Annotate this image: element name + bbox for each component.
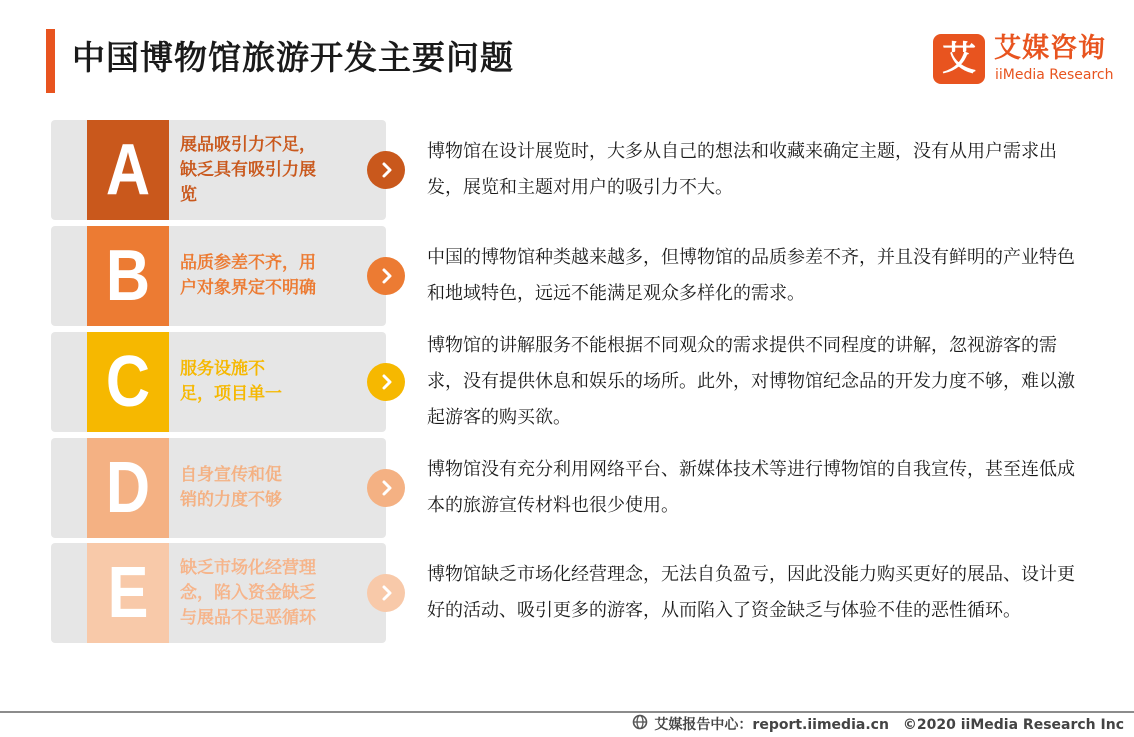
problem-description-text: 博物馆缺乏市场化经营理念，无法自负盈亏，因此没能力购买更好的展品、设计更好的活动、吸引更多的游客，从而陷入了资金缺乏与体验不佳的恶性循环。: [427, 564, 1075, 621]
problem-title-line: 缺乏市场化经营理: [180, 557, 316, 578]
problem-card: [51, 543, 386, 643]
brand-mark-glyph: 艾: [942, 39, 976, 79]
problem-description: [427, 332, 1077, 432]
letter-badge: [87, 120, 169, 220]
problem-title: [180, 332, 360, 432]
problem-title-line: 览: [180, 184, 197, 205]
problem-description: [427, 543, 1077, 643]
chevron-right-icon: [367, 574, 405, 612]
brand-name-en: iiMedia Research: [995, 67, 1114, 83]
problem-card: [51, 120, 386, 220]
letter-label: E: [107, 553, 149, 633]
footer-copyright: ©2020 iiMedia Research Inc: [902, 717, 1124, 733]
problem-title-line: 销的力度不够: [180, 490, 282, 510]
brand-mark: [933, 34, 985, 84]
problem-row: [51, 438, 1131, 538]
brand-logo: [933, 32, 1113, 88]
footer-source: 艾媒报告中心：report.iimedia.cn: [654, 717, 889, 733]
letter-badge: [87, 226, 169, 326]
problem-title-line: 缺乏具有吸引力展: [180, 159, 316, 180]
problem-title: [180, 543, 360, 643]
problem-title: [180, 120, 360, 220]
title-accent-bar: [46, 29, 55, 93]
problem-title: [180, 226, 360, 326]
problem-title-line: 服务设施不: [180, 359, 265, 379]
globe-icon: [632, 714, 648, 736]
problem-description-text: 博物馆没有充分利用网络平台、新媒体技术等进行博物馆的自我宣传，甚至连低成本的旅游宣传材料也很少使用。: [427, 459, 1075, 516]
letter-badge: [87, 438, 169, 538]
problem-description-text: 中国的博物馆种类越来越多，但博物馆的品质参差不齐，并且没有鲜明的产业特色和地域特色，远远不能满足观众多样化的需求。: [427, 247, 1075, 304]
letter-label: B: [105, 236, 151, 316]
brand-name-cn: 艾媒咨询: [994, 33, 1106, 64]
letter-badge: [87, 543, 169, 643]
problem-card: [51, 438, 386, 538]
problem-row: [51, 543, 1131, 643]
footer: [632, 713, 1124, 737]
problem-row: [51, 332, 1131, 432]
problem-description-text: 博物馆在设计展览时，大多从自己的想法和收藏来确定主题，没有从用户需求出发，展览和主题对用户的吸引力不大。: [427, 141, 1057, 198]
problem-title-line: 足，项目单一: [180, 384, 282, 404]
problem-description-text: 博物馆的讲解服务不能根据不同观众的需求提供不同程度的讲解，忽视游客的需求，没有提供休息和娱乐的场所。此外，对博物馆纪念品的开发力度不够，难以激起游客的购买欲。: [427, 335, 1075, 428]
problem-description: [427, 226, 1077, 326]
problem-title: [180, 438, 360, 538]
letter-label: A: [105, 130, 151, 210]
chevron-right-icon: [367, 469, 405, 507]
problem-row: [51, 120, 1131, 220]
letter-label: C: [105, 342, 151, 422]
chevron-right-icon: [367, 363, 405, 401]
problem-title-line: 品质参差不齐，用: [180, 253, 316, 273]
chevron-right-icon: [367, 151, 405, 189]
problem-title-line: 展品吸引力不足，: [180, 134, 316, 155]
problem-title-line: 与展品不足恶循环: [180, 607, 316, 628]
page-title: 中国博物馆旅游开发主要问题: [72, 38, 514, 77]
problem-title-line: 念，陷入资金缺乏: [180, 582, 316, 603]
problem-card: [51, 226, 386, 326]
problem-title-line: 自身宣传和促: [180, 465, 282, 485]
problem-description: [427, 438, 1077, 538]
problem-row: [51, 226, 1131, 326]
problem-description: [427, 120, 1077, 220]
chevron-right-icon: [367, 257, 405, 295]
problem-card: [51, 332, 386, 432]
letter-label: D: [105, 448, 151, 528]
letter-badge: [87, 332, 169, 432]
problem-title-line: 户对象界定不明确: [180, 278, 316, 298]
